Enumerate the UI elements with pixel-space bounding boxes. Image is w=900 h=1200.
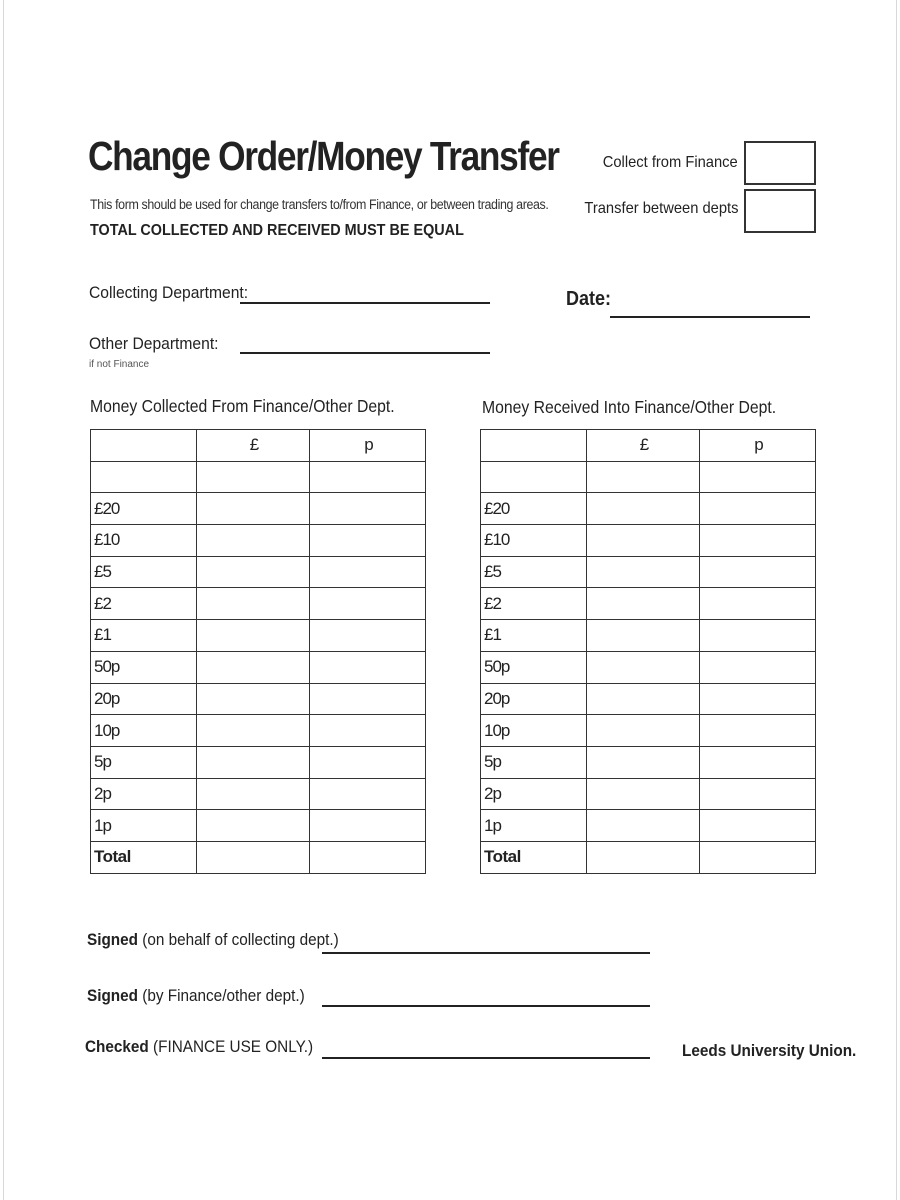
- received-header-pounds: £: [587, 430, 700, 462]
- pounds-amount-cell[interactable]: [197, 683, 310, 715]
- denomination-label: £5: [91, 556, 197, 588]
- pounds-amount-cell[interactable]: [197, 525, 310, 557]
- pounds-amount-cell[interactable]: [587, 841, 700, 873]
- table-row: [481, 841, 816, 873]
- page-edge-left: [3, 0, 4, 1200]
- pence-amount-cell[interactable]: [700, 810, 816, 842]
- table-row: [91, 746, 426, 778]
- signed-collecting-field[interactable]: [322, 952, 650, 954]
- table-row: [91, 651, 426, 683]
- pounds-amount-cell[interactable]: [197, 810, 310, 842]
- collected-header-pence: p: [310, 430, 426, 462]
- denomination-label: 20p: [481, 683, 587, 715]
- pounds-amount-cell[interactable]: [587, 810, 700, 842]
- pence-amount-cell[interactable]: [310, 651, 426, 683]
- pounds-amount-cell[interactable]: [587, 683, 700, 715]
- received-table-title: Money Received Into Finance/Other Dept.: [482, 397, 777, 417]
- signed-finance-field[interactable]: [322, 1005, 650, 1007]
- table-row: [91, 493, 426, 525]
- table-row: [91, 620, 426, 652]
- pounds-amount-cell[interactable]: [587, 588, 700, 620]
- denomination-label: 2p: [481, 778, 587, 810]
- date-label: Date:: [566, 288, 612, 310]
- table-row: [91, 778, 426, 810]
- table-row: [481, 620, 816, 652]
- denomination-label: £1: [91, 620, 197, 652]
- collected-header-pounds: £: [197, 430, 310, 462]
- pounds-amount-cell[interactable]: [587, 525, 700, 557]
- denomination-label: 1p: [91, 810, 197, 842]
- transfer-between-depts-label: Transfer between depts: [583, 200, 738, 217]
- received-money-table: [480, 429, 816, 874]
- pounds-amount-cell[interactable]: [197, 556, 310, 588]
- denomination-label: £2: [481, 588, 587, 620]
- pounds-amount-cell[interactable]: [587, 746, 700, 778]
- form-instructions: This form should be used for change transfers to/from Finance, or between trading areas.: [90, 197, 549, 212]
- form-title: Change Order/Money Transfer: [88, 133, 559, 179]
- denomination-label: 10p: [481, 715, 587, 747]
- denomination-label: 1p: [481, 810, 587, 842]
- table-row: [481, 493, 816, 525]
- denomination-label: £10: [481, 525, 587, 557]
- pence-amount-cell[interactable]: [310, 493, 426, 525]
- table-row: [481, 461, 816, 493]
- denomination-label: [481, 461, 587, 493]
- denomination-label: £2: [91, 588, 197, 620]
- pounds-amount-cell[interactable]: [587, 620, 700, 652]
- checked-field[interactable]: [322, 1057, 650, 1059]
- pence-amount-cell[interactable]: [310, 683, 426, 715]
- pounds-amount-cell[interactable]: [587, 556, 700, 588]
- denomination-label: 2p: [91, 778, 197, 810]
- pence-amount-cell[interactable]: [700, 556, 816, 588]
- other-department-label: Other Department:: [89, 334, 219, 353]
- collecting-department-field[interactable]: [240, 302, 490, 304]
- denomination-label: 50p: [91, 651, 197, 683]
- pence-amount-cell[interactable]: [700, 461, 816, 493]
- pounds-amount-cell[interactable]: [197, 715, 310, 747]
- pence-amount-cell[interactable]: [700, 651, 816, 683]
- pence-amount-cell[interactable]: [310, 715, 426, 747]
- pence-amount-cell[interactable]: [310, 810, 426, 842]
- table-row: [91, 461, 426, 493]
- pence-amount-cell[interactable]: [310, 620, 426, 652]
- table-row: [91, 715, 426, 747]
- pounds-amount-cell[interactable]: [197, 493, 310, 525]
- pence-amount-cell[interactable]: [700, 683, 816, 715]
- pence-amount-cell[interactable]: [700, 841, 816, 873]
- pounds-amount-cell[interactable]: [587, 715, 700, 747]
- table-row: [91, 841, 426, 873]
- pence-amount-cell[interactable]: [700, 746, 816, 778]
- table-row: [91, 556, 426, 588]
- signed-finance-label: Signed (by Finance/other dept.): [87, 986, 305, 1005]
- table-row: [481, 810, 816, 842]
- pence-amount-cell[interactable]: [700, 588, 816, 620]
- table-row: [91, 525, 426, 557]
- pence-amount-cell[interactable]: [700, 620, 816, 652]
- table-row: [481, 715, 816, 747]
- other-department-note: if not Finance: [89, 359, 150, 370]
- denomination-label: £10: [91, 525, 197, 557]
- organization-name: Leeds University Union.: [682, 1041, 857, 1060]
- pence-amount-cell[interactable]: [310, 525, 426, 557]
- collected-header-denomination: [91, 430, 197, 462]
- received-header-pence: p: [700, 430, 816, 462]
- other-department-field[interactable]: [240, 352, 490, 354]
- pounds-amount-cell[interactable]: [587, 461, 700, 493]
- collected-table-title: Money Collected From Finance/Other Dept.: [90, 396, 395, 416]
- denomination-label: 50p: [481, 651, 587, 683]
- pence-amount-cell[interactable]: [310, 746, 426, 778]
- signed-collecting-label: Signed (on behalf of collecting dept.): [87, 930, 339, 949]
- transfer-between-depts-checkbox[interactable]: [744, 189, 816, 233]
- table-row: [481, 746, 816, 778]
- pounds-amount-cell[interactable]: [197, 778, 310, 810]
- collected-money-table: [90, 429, 426, 874]
- denomination-label: 5p: [481, 746, 587, 778]
- denomination-label: Total: [481, 841, 587, 873]
- date-field[interactable]: [610, 316, 810, 318]
- table-row: [91, 810, 426, 842]
- table-row: [481, 556, 816, 588]
- table-row: [481, 778, 816, 810]
- pounds-amount-cell[interactable]: [587, 493, 700, 525]
- denomination-label: £20: [481, 493, 587, 525]
- pence-amount-cell[interactable]: [700, 715, 816, 747]
- pounds-amount-cell[interactable]: [197, 620, 310, 652]
- pence-amount-cell[interactable]: [310, 778, 426, 810]
- pounds-amount-cell[interactable]: [587, 651, 700, 683]
- table-row: [481, 651, 816, 683]
- pence-amount-cell[interactable]: [700, 525, 816, 557]
- table-row: [481, 683, 816, 715]
- pence-amount-cell[interactable]: [310, 461, 426, 493]
- page-edge-right: [896, 0, 897, 1200]
- received-header-denomination: [481, 430, 587, 462]
- denomination-label: 20p: [91, 683, 197, 715]
- pounds-amount-cell[interactable]: [197, 588, 310, 620]
- pence-amount-cell[interactable]: [310, 556, 426, 588]
- denomination-label: [91, 461, 197, 493]
- equal-totals-notice: TOTAL COLLECTED AND RECEIVED MUST BE EQUAL: [90, 222, 464, 239]
- table-row: [91, 683, 426, 715]
- pence-amount-cell[interactable]: [310, 588, 426, 620]
- table-row: [481, 588, 816, 620]
- denomination-label: £20: [91, 493, 197, 525]
- table-row: [481, 525, 816, 557]
- pounds-amount-cell[interactable]: [197, 461, 310, 493]
- denomination-label: £1: [481, 620, 587, 652]
- collecting-department-label: Collecting Department:: [89, 283, 249, 302]
- checked-label: Checked (FINANCE USE ONLY.): [85, 1037, 314, 1056]
- pence-amount-cell[interactable]: [700, 778, 816, 810]
- denomination-label: 10p: [91, 715, 197, 747]
- pounds-amount-cell[interactable]: [587, 778, 700, 810]
- collect-from-finance-checkbox[interactable]: [744, 141, 816, 185]
- pence-amount-cell[interactable]: [310, 841, 426, 873]
- denomination-label: 5p: [91, 746, 197, 778]
- pence-amount-cell[interactable]: [700, 493, 816, 525]
- denomination-label: £5: [481, 556, 587, 588]
- pounds-amount-cell[interactable]: [197, 651, 310, 683]
- pounds-amount-cell[interactable]: [197, 841, 310, 873]
- collect-from-finance-label: Collect from Finance: [603, 154, 738, 171]
- table-row: [91, 588, 426, 620]
- pounds-amount-cell[interactable]: [197, 746, 310, 778]
- denomination-label: Total: [91, 841, 197, 873]
